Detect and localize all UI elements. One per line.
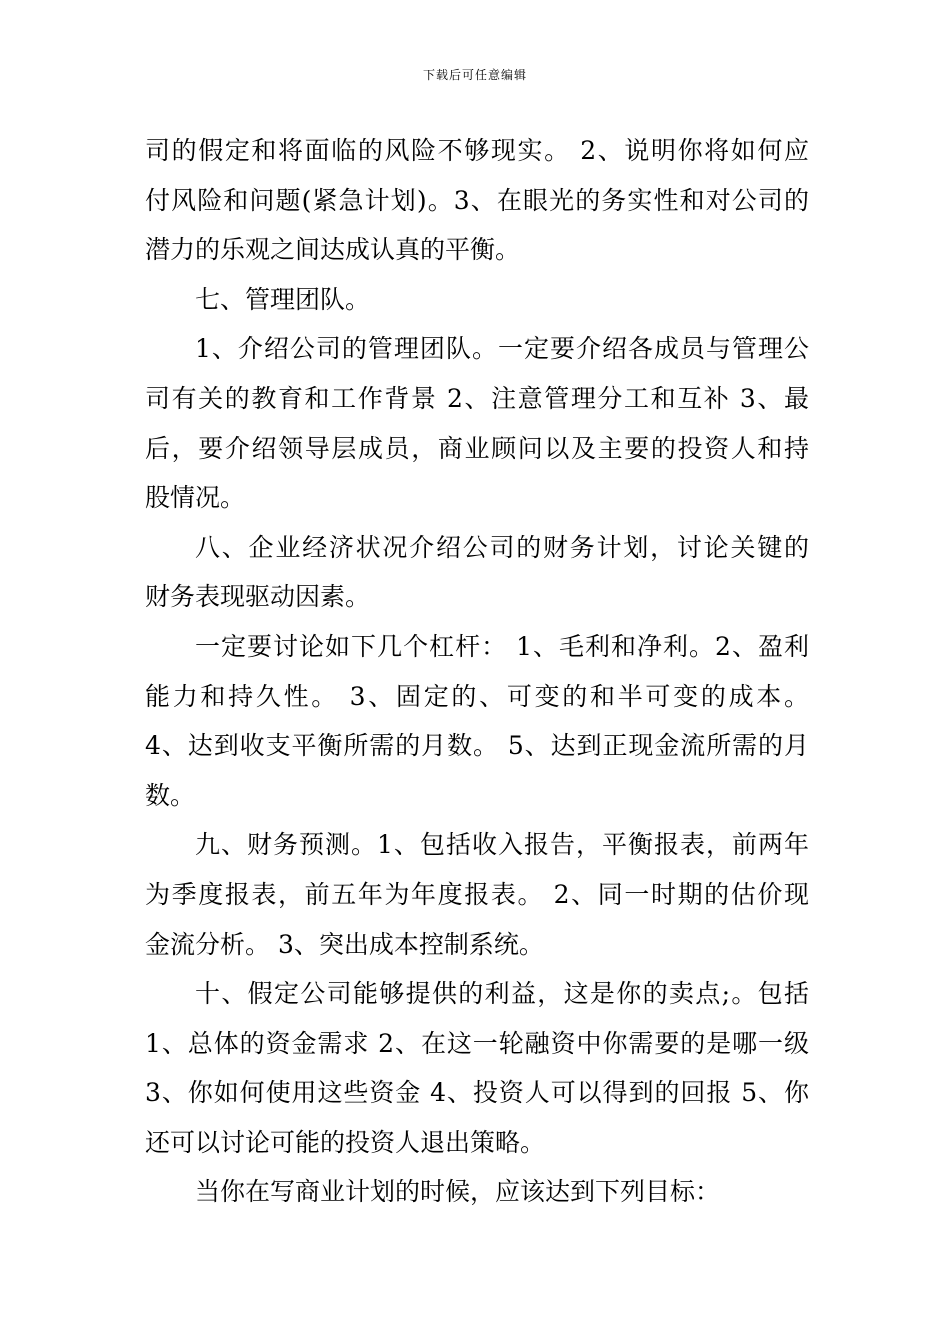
paragraph-levers [145, 622, 809, 820]
text-line: 数。 [145, 780, 196, 810]
text-line: 1、总体的资金需求 2、在这一轮融资中你需要的是哪一级 [145, 1028, 809, 1058]
text-line: 财务表现驱动因素。 [145, 582, 371, 612]
text-line: 1、介绍公司的管理团队。一定要介绍各成员与管理公 [195, 334, 809, 364]
text-line: 为季度报表，前五年为年度报表。 2、同一时期的估价现 [145, 879, 809, 909]
text-line: 司的假定和将面临的风险不够现实。 2、说明你将如何应 [145, 136, 809, 165]
paragraph-financial-forecast [145, 820, 809, 969]
text-line: 当你在写商业计划的时候，应该达到下列目标： [195, 1177, 721, 1207]
section-heading-management-team [145, 275, 809, 325]
text-line: 能力和持久性。 3、固定的、可变的和半可变的成本。 [145, 681, 809, 711]
text-line: 4、达到收支平衡所需的月数。 5、达到正现金流所需的月 [145, 731, 809, 761]
text-line: 九、财务预测。1、包括收入报告，平衡报表，前两年 [195, 830, 809, 860]
text-line: 潜力的乐观之间达成认真的平衡。 [145, 235, 521, 265]
paragraph-risk-continuation [145, 126, 809, 275]
paragraph-goals [145, 1167, 809, 1217]
page-header: 下载后可任意编辑 [422, 68, 527, 82]
text-line: 一定要讨论如下几个杠杆： 1、毛利和净利。2、盈利 [195, 631, 809, 661]
text-line: 司有关的教育和工作背景 2、注意管理分工和互补 3、最 [145, 383, 809, 413]
text-line: 股情况。 [145, 483, 246, 513]
text-line: 付风险和问题(紧急计划)。3、在眼光的务实性和对公司的 [145, 185, 809, 215]
document-body [145, 126, 809, 1217]
text-line: 后，要介绍领导层成员，商业顾问以及主要的投资人和持 [145, 433, 809, 463]
text-line: 八、企业经济状况介绍公司的财务计划，讨论关键的 [195, 532, 809, 562]
text-line: 金流分析。 3、突出成本控制系统。 [145, 929, 544, 959]
text-line: 3、你如何使用这些资金 4、投资人可以得到的回报 5、你 [145, 1078, 809, 1108]
paragraph-financial-status [145, 523, 809, 622]
paragraph-management-team [145, 324, 809, 522]
text-line: 还可以讨论可能的投资人退出策略。 [145, 1127, 546, 1157]
text-line: 十、假定公司能够提供的利益，这是你的卖点;。包括 [195, 979, 809, 1009]
paragraph-benefits [145, 969, 809, 1167]
text-line: 七、管理团队。 [195, 284, 371, 314]
